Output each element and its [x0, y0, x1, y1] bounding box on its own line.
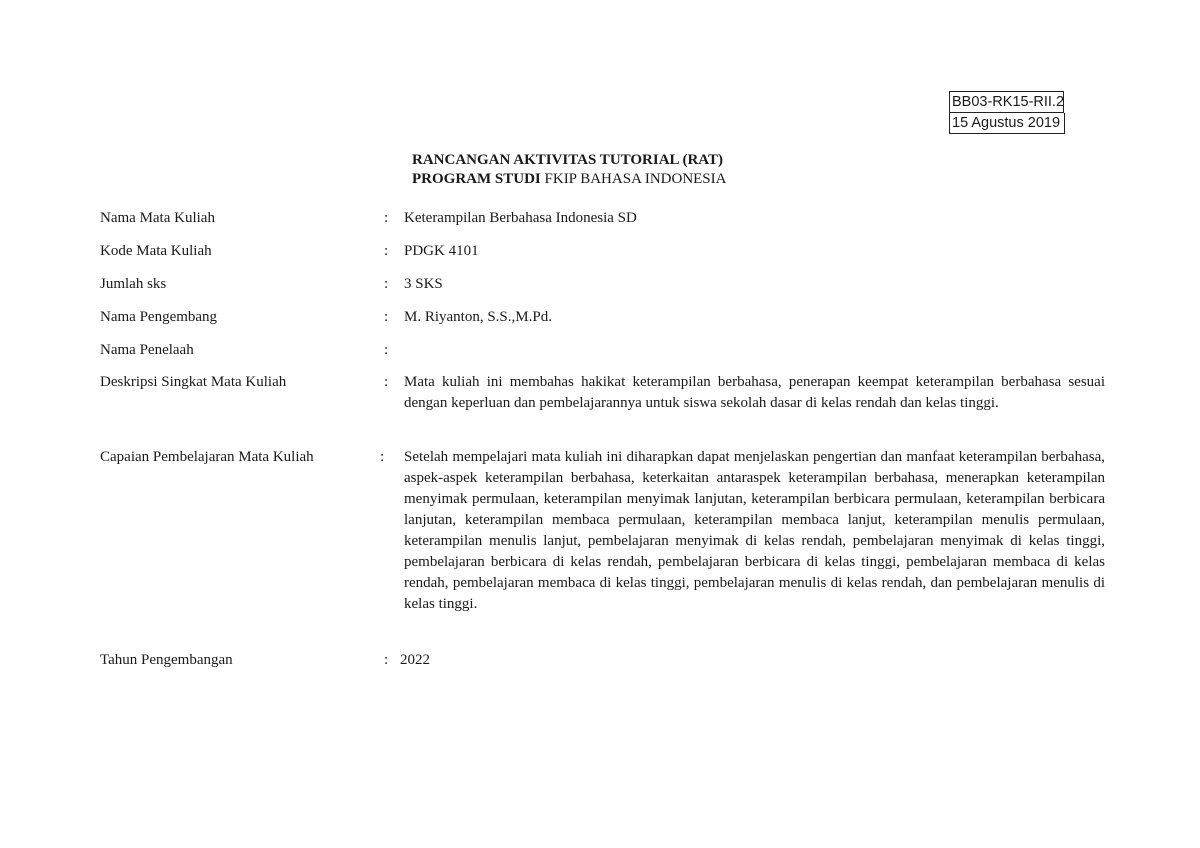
field-value: M. Riyanton, S.S.,M.Pd. [404, 309, 552, 325]
field-colon: : [384, 342, 389, 358]
field-label: Kode Mata Kuliah [100, 243, 212, 259]
field-label: Jumlah sks [100, 276, 167, 292]
field-value: Keterampilan Berbahasa Indonesia SD [404, 210, 637, 226]
document-code-box [949, 91, 1065, 134]
field-colon: : [384, 276, 389, 292]
field-colon: : [384, 210, 389, 226]
field-colon: : [384, 309, 389, 325]
field-value: PDGK 4101 [404, 243, 479, 259]
field-value: Setelah mempelajari mata kuliah ini diharapkan dapat menjelaskan pengertian dan manfaat keterampilan berbahasa, aspek-aspek keterampilan berbahasa, keterkaitan antaraspek keterampilan berbahasa, menerapkan keterampilan menyimak permulaan, keterampilan menyimak lanjutan, keterampilan berbicara permulaan, keterampilan berbicara lanjutan, keterampilan membaca permulaan, keterampilan membaca lanjut, keterampilan menulis permulaan, keterampilan menulis lanjut, pembelajaran menyimak di kelas rendah, pembelajaran menyimak di kelas tinggi, pembelajaran berbicara di kelas rendah, pembelajaran berbicara di kelas tinggi, pembelajaran membaca di kelas rendah, pembelajaran membaca di kelas tinggi, pembelajaran menulis di kelas rendah, dan pembelajaran menulis di kelas tinggi. [404, 449, 1105, 612]
field-label: Capaian Pembelajaran Mata Kuliah [100, 449, 314, 465]
title-line-2-bold: PROGRAM STUDI [412, 170, 541, 187]
field-label: Tahun Pengembangan [100, 652, 233, 668]
field-label: Nama Pengembang [100, 309, 218, 325]
document-date: 15 Agustus 2019 [949, 113, 1065, 134]
field-value: 3 SKS [404, 276, 443, 292]
field-colon: : [384, 374, 389, 390]
title-line-2-rest: FKIP BAHASA INDONESIA [540, 170, 727, 187]
field-colon: : [384, 243, 389, 259]
field-label: Nama Penelaah [100, 342, 194, 358]
field-colon: : [384, 652, 389, 668]
title-line-2 [412, 170, 726, 189]
field-value: 2022 [400, 652, 430, 668]
field-label: Deskripsi Singkat Mata Kuliah [100, 374, 287, 390]
field-label: Nama Mata Kuliah [100, 210, 215, 226]
document-code: BB03-RK15-RII.2 [949, 91, 1064, 113]
field-value: Mata kuliah ini membahas hakikat keterampilan berbahasa, penerapan keempat keterampilan berbahasa sesuai dengan keperluan dan pembelajarannya untuk siswa sekolah dasar di kelas rendah dan kelas tinggi. [404, 374, 1105, 411]
document-title [412, 151, 726, 188]
title-line-1: RANCANGAN AKTIVITAS TUTORIAL (RAT) [412, 152, 724, 168]
field-colon: : [380, 449, 385, 465]
